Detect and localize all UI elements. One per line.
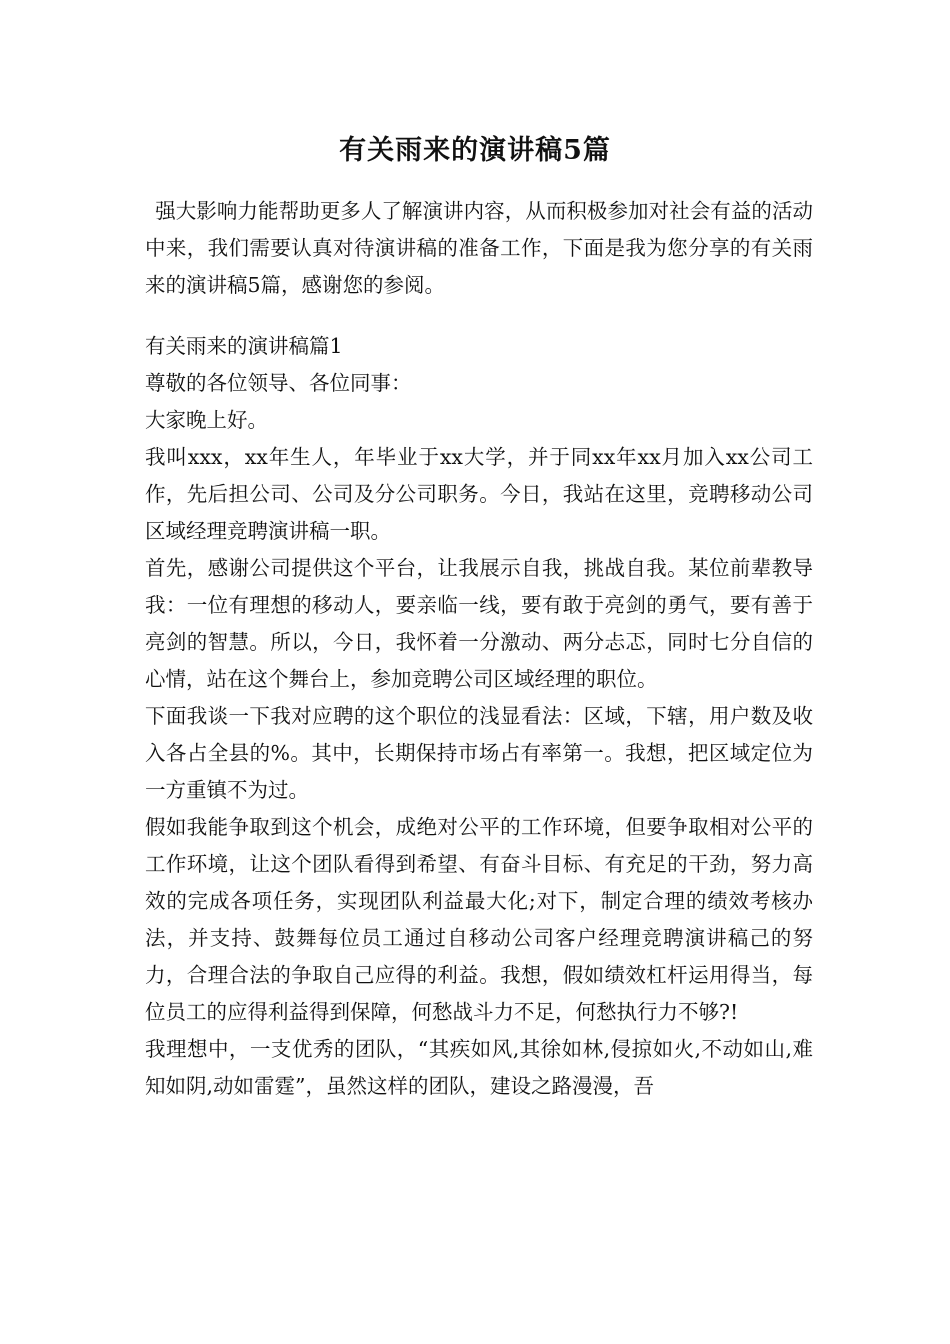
document-title: 有关雨来的演讲稿5篇 <box>339 135 611 166</box>
intro-paragraph: 强大影响力能帮助更多人了解演讲内容，从而积极参加对社会有益的活动中来，我们需要认真对待演讲稿的准备工作，下面是我为您分享的有关雨来的演讲稿5篇，感谢您的参阅。 <box>145 199 813 297</box>
body-paragraph: 我理想中，一支优秀的团队，“其疾如风,其徐如林,侵掠如火,不动如山,难知如阴,动如雷霆”，虽然这样的团队，建设之路漫漫，吾 <box>145 1037 813 1098</box>
greeting: 大家晚上好。 <box>145 408 268 432</box>
body-paragraph: 我叫xxx，xx年生人，年毕业于xx大学，并于同xx年xx月加入xx公司工作，先后担公司、公司及分公司职务。今日，我站在这里，竞聘移动公司区域经理竞聘演讲稿一职。 <box>145 445 813 543</box>
body-paragraph: 首先，感谢公司提供这个平台，让我展示自我，挑战自我。某位前辈教导我：一位有理想的移动人，要亲临一线，要有敢于亮剑的勇气，要有善于亮剑的智慧。所以，今日，我怀着一分激动、两分忐忑，同时七分自信的心情，站在这个舞台上，参加竞聘公司区域经理的职位。 <box>145 556 813 691</box>
salutation: 尊敬的各位领导、各位同事： <box>145 371 412 395</box>
section-heading: 有关雨来的演讲稿篇1 <box>145 334 343 358</box>
document-body <box>145 193 813 1105</box>
body-paragraph: 下面我谈一下我对应聘的这个职位的浅显看法：区域，下辖，用户数及收入各占全县的%。其中，长期保持市场占有率第一。我想，把区域定位为一方重镇不为过。 <box>145 704 813 802</box>
body-paragraph: 假如我能争取到这个机会，成绝对公平的工作环境，但要争取相对公平的工作环境，让这个团队看得到希望、有奋斗目标、有充足的干劲，努力高效的完成各项任务，实现团队利益最大化;对下，制定合理的绩效考核办法，并支持、鼓舞每位员工通过自移动公司客户经理竞聘演讲稿己的努力，合理合法的争取自己应得的利益。我想，假如绩效杠杆运用得当，每位员工的应得利益得到保障，何愁战斗力不足，何愁执行力不够?! <box>145 815 813 1024</box>
